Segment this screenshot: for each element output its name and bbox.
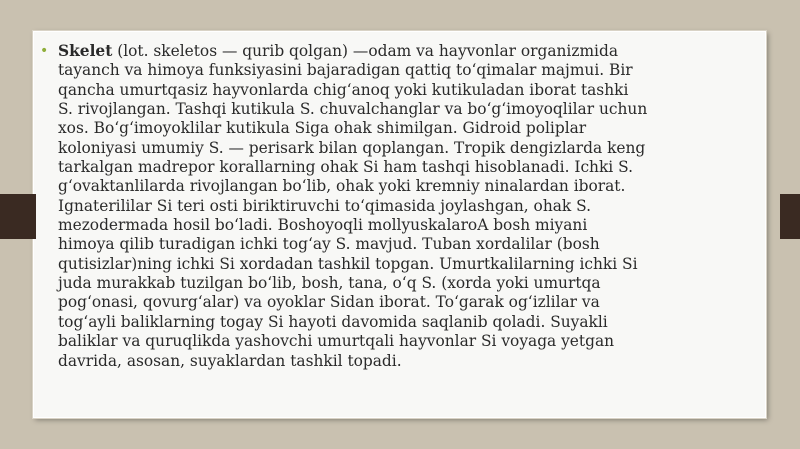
paragraph-line: davrida, asosan, suyaklardan tashkil topadi.: [58, 351, 402, 370]
paragraph-line: pog‘onasi, qovurg‘alar) va oyoklar Sidan iborat. To‘garak og‘izlilar va: [58, 293, 600, 312]
left-accent-bar: [0, 194, 36, 239]
paragraph-line: koloniyasi umumiy S. — perisark bilan qoplangan. Tropik dengizlarda keng: [58, 138, 646, 157]
slide-body: [40, 42, 758, 371]
term-skelet: Skelet: [58, 42, 113, 60]
paragraph-line: g‘ovaktanlilarda rivojlangan bo‘lib, ohak yoki kremniy ninalardan iborat.: [58, 177, 626, 196]
paragraph-line: qancha umurtqasiz hayvonlarda chig‘anoq yoki kutikuladan iborat tashki: [58, 80, 629, 99]
paragraph-line: juda murakkab tuzilgan bo‘lib, bosh, tana, o‘q S. (xorda yoki umurtqa: [58, 274, 601, 293]
paragraph-line: Ignaterililar Si teri osti biriktiruvchi to‘qimasida joylashgan, ohak S.: [58, 196, 592, 215]
paragraph-line: tarkalgan madrepor korallarning ohak Si ham tashqi hisoblanadi. Ichki S.: [58, 158, 633, 177]
paragraph-line: qutisizlar)ning ichki Si xordadan tashkil topgan. Umurtkalilarning ichki Si: [58, 254, 638, 273]
paragraph-line: mezodermada hosil bo‘ladi. Boshoyoqli mollyuskalaroA bosh miyani: [58, 216, 588, 235]
paragraph-line: tog‘ayli baliklarning togay Si hayoti davomida saqlanib qoladi. Suyakli: [58, 312, 608, 331]
bullet-icon: •: [40, 43, 49, 59]
paragraph-line-0: [58, 42, 758, 61]
paragraph-line: tayanch va himoya funksiyasini bajaradigan qattiq to‘qimalar majmui. Bir: [58, 61, 633, 80]
right-accent-bar: [780, 194, 800, 239]
paragraph-line: xos. Bo‘g‘imoyoklilar kutikula Siga ohak shimilgan. Gidroid poliplar: [58, 119, 587, 138]
paragraph-line: himoya qilib turadigan ichki tog‘ay S. mavjud. Tuban xordalilar (bosh: [58, 235, 600, 254]
paragraph-line: baliklar va quruqlikda yashovchi umurtqali hayvonlar Si voyaga yetgan: [58, 332, 615, 351]
paragraph-line: S. rivojlangan. Tashqi kutikula S. chuvalchanglar va bo‘g‘imoyoqlilar uchun: [58, 100, 648, 119]
line-0-text: (lot. skeletos — qurib qolgan) —odam va hayvonlar organizmida: [112, 42, 619, 60]
